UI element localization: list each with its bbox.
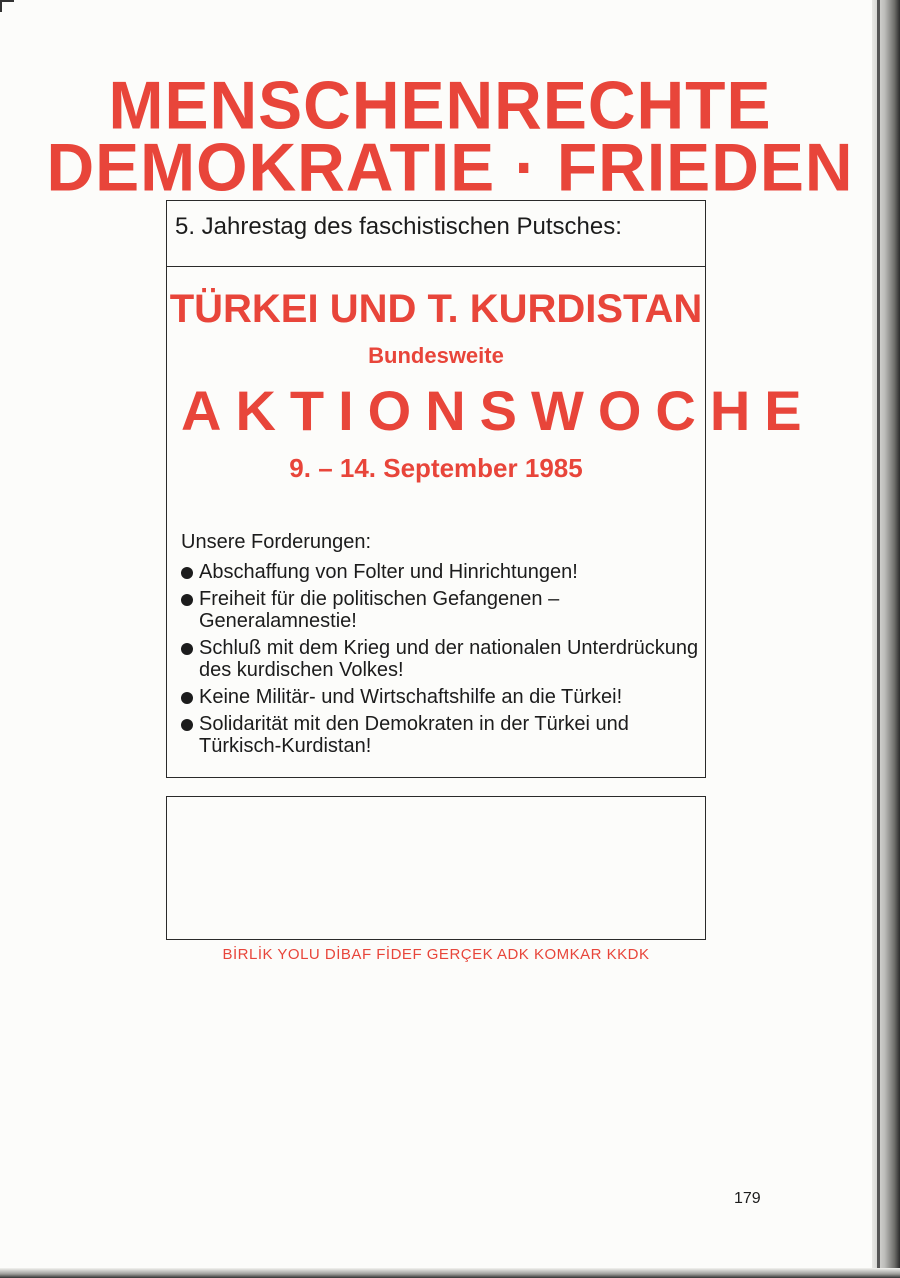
bullet-icon xyxy=(181,594,193,606)
subtitle: 5. Jahrestag des faschistischen Putsches: xyxy=(175,213,622,240)
blank-stamp-box xyxy=(166,796,706,940)
demands-section xyxy=(181,531,701,762)
bullet-icon xyxy=(181,567,193,579)
label-bundesweite: Bundesweite xyxy=(368,343,504,368)
scan-bottom-edge xyxy=(0,1268,900,1278)
event-dates: 9. – 14. September 1985 xyxy=(289,453,583,483)
page-number: 179 xyxy=(734,1190,761,1207)
demand-item xyxy=(181,588,701,632)
headline-line-2: DEMOKRATIE · FRIEDEN xyxy=(46,129,854,205)
bullet-icon xyxy=(181,719,193,731)
bullet-icon xyxy=(181,692,193,704)
demand-item xyxy=(181,713,701,757)
demand-text: Keine Militär- und Wirtschaftshilfe an die Türkei! xyxy=(199,686,623,708)
title-tuerkei-kurdistan: TÜRKEI UND T. KURDISTAN xyxy=(169,287,703,331)
headline-line-1: MENSCHENRECHTE xyxy=(108,67,772,143)
demand-item xyxy=(181,686,701,708)
title-aktionswoche: AKTIONSWOCHE xyxy=(181,379,816,442)
demand-text: Schluß mit dem Krieg und der nationalen Unterdrückung des kurdischen Volkes! xyxy=(199,637,699,681)
scan-corner-edge xyxy=(0,0,14,12)
demands-heading: Unsere Forderungen: xyxy=(181,531,372,553)
subtitle-divider xyxy=(167,266,705,267)
demand-text: Abschaffung von Folter und Hinrichtungen! xyxy=(199,561,578,583)
bullet-icon xyxy=(181,643,193,655)
scan-binding-line xyxy=(877,0,880,1278)
demand-item xyxy=(181,561,701,583)
organizations-line: BİRLİK YOLU DİBAF FİDEF GERÇEK ADK KOMKAR KKDK xyxy=(222,946,650,963)
announcement-box xyxy=(166,200,816,778)
demand-item xyxy=(181,637,701,681)
demand-text: Solidarität mit den Demokraten in der Türkei und Türkisch-Kurdistan! xyxy=(199,713,629,757)
demand-text: Freiheit für die politischen Gefangenen – Generalamnestie! xyxy=(199,588,560,632)
